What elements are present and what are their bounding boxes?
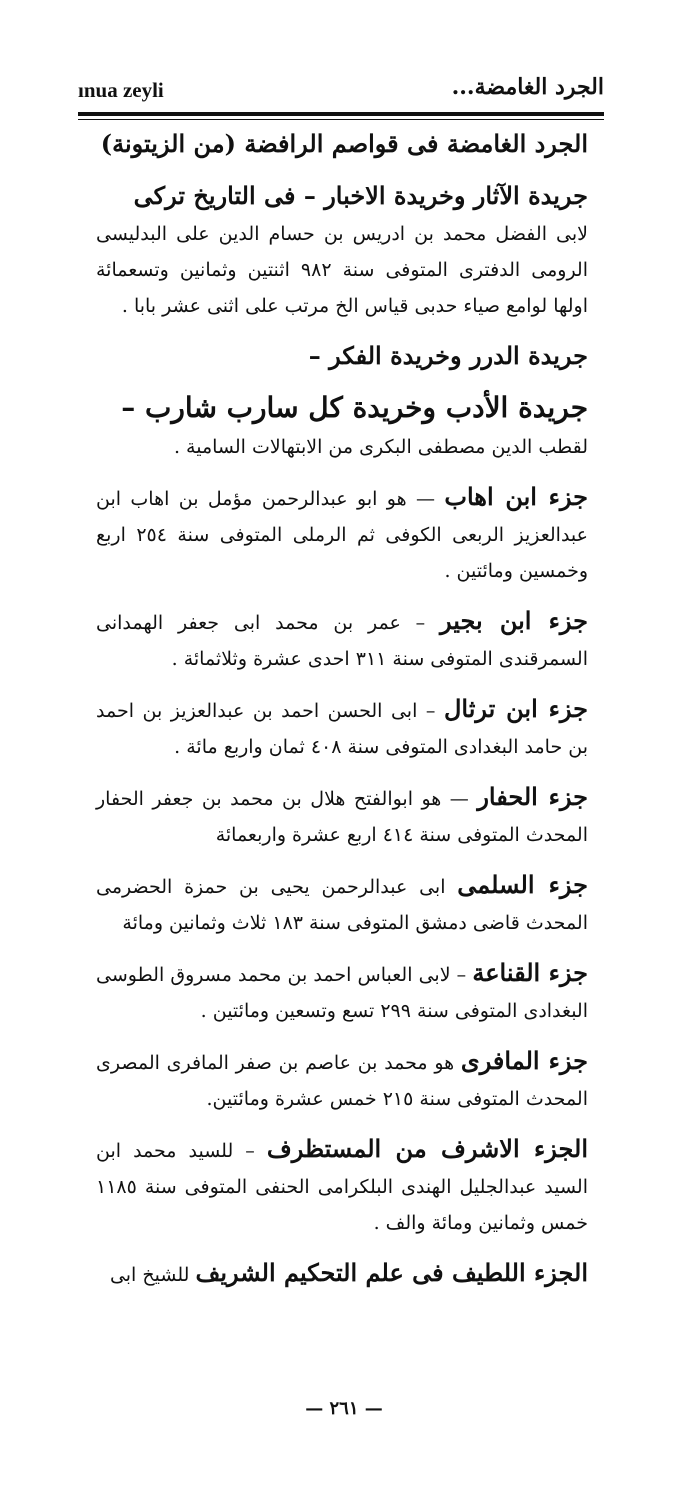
- entry-title: جزء القناعة: [472, 958, 588, 987]
- entry: [96, 867, 588, 941]
- entry-title: جزء السلمى: [457, 870, 588, 899]
- entry-title: جزء الحفار: [477, 782, 588, 811]
- entry-body: – عمر بن محمد ابى جعفر الهمدانى السمرقندى المتوفى سنة ٣١١ احدى عشرة وثلاثمائة .: [96, 612, 588, 670]
- entry-title: جزء ابن ترثال: [443, 694, 588, 723]
- entry: [96, 479, 588, 589]
- entry-title: الجرد الغامضة فى قواصم الرافضة (من الزيتونة): [100, 129, 588, 158]
- entry: [96, 779, 588, 853]
- entry-body: — هو ابو عبدالرحمن مؤمل بن اهاب ابن عبدالعزيز الربعى الكوفى ثم الرملى المتوفى سنة ٢٥٤ اربع وخمسين ومائتين .: [96, 488, 588, 582]
- entry-title: الجزء اللطيف فى علم التحكيم الشريف: [195, 1258, 588, 1287]
- entry-body: ابى عبدالرحمن يحيى بن حمزة الحضرمى المحدث قاضى دمشق المتوفى سنة ١٨٣ ثلاث وثمانين ومائة: [96, 876, 588, 934]
- entry: [96, 1043, 588, 1117]
- header-rule-thick: [78, 112, 604, 116]
- entry: [96, 955, 588, 1029]
- entry-title: جريدة الآثار وخريدة الاخبار – فى التاريخ تركى: [133, 181, 588, 210]
- entry-title: الجزء الاشرف من المستظرف: [266, 1134, 588, 1163]
- entry-body: – للسيد محمد ابن السيد عبدالجليل الهندى البلكرامى الحنفى المتوفى سنة ١١٨٥ خمس وثمانين ومائة والف .: [96, 1140, 588, 1234]
- entry-body: لقطب الدين مصطفى البكرى من الابتهالات السامية .: [173, 436, 588, 458]
- entries-list: [96, 126, 588, 1307]
- entry-title: جريدة الأدب وخريدة كل سارب شارب –: [121, 391, 588, 424]
- header-rule-thin: [78, 119, 604, 120]
- entry: [96, 1255, 588, 1293]
- entry: [96, 338, 588, 376]
- entry: [96, 390, 588, 465]
- entry-body: هو محمد بن عاصم بن صفر المافرى المصرى المحدث المتوفى سنة ٢١٥ خمس عشرة ومائتين.: [96, 1052, 588, 1110]
- entry-body: لابى الفضل محمد بن ادريس بن حسام الدين على البدليسى الرومى الدفترى المتوفى سنة ٩٨٢ اثنتين وثمانين وتسعمائة اولها لوامع صياء حدبى قياس الخ مرتب على اثنى عشر بابا .: [96, 223, 588, 317]
- entry: [96, 126, 588, 164]
- header-right-text: الجرد الغامضة...: [451, 74, 604, 100]
- entry-body: — هو ابوالفتح هلال بن محمد بن جعفر الحفار المحدث المتوفى سنة ٤١٤ اربع عشرة واربعمائة: [96, 788, 588, 846]
- entry-body: للشيخ ابى: [109, 1264, 190, 1286]
- entry-body: – ابى الحسن احمد بن عبدالعزيز بن احمد بن حامد البغدادى المتوفى سنة ٤٠٨ ثمان واربع مائة .: [96, 700, 588, 758]
- entry-title: جزء ابن اهاب: [444, 482, 588, 511]
- entry: [96, 603, 588, 677]
- entry: [96, 1131, 588, 1241]
- entry: [96, 691, 588, 765]
- page-number: — ٢٦١ —: [305, 1398, 383, 1419]
- header-left-text: ınua zeyli: [78, 78, 164, 102]
- entry-title: جريدة الدرر وخريدة الفكر –: [308, 341, 588, 370]
- entry: [96, 178, 588, 324]
- entry-title: جزء المافرى: [460, 1046, 588, 1075]
- entry-body: – لابى العباس احمد بن محمد مسروق الطوسى البغدادى المتوفى سنة ٢٩٩ تسع وتسعين ومائتين .: [96, 964, 588, 1022]
- entry-title: جزء ابن بجير: [440, 606, 588, 635]
- running-header: [78, 72, 604, 108]
